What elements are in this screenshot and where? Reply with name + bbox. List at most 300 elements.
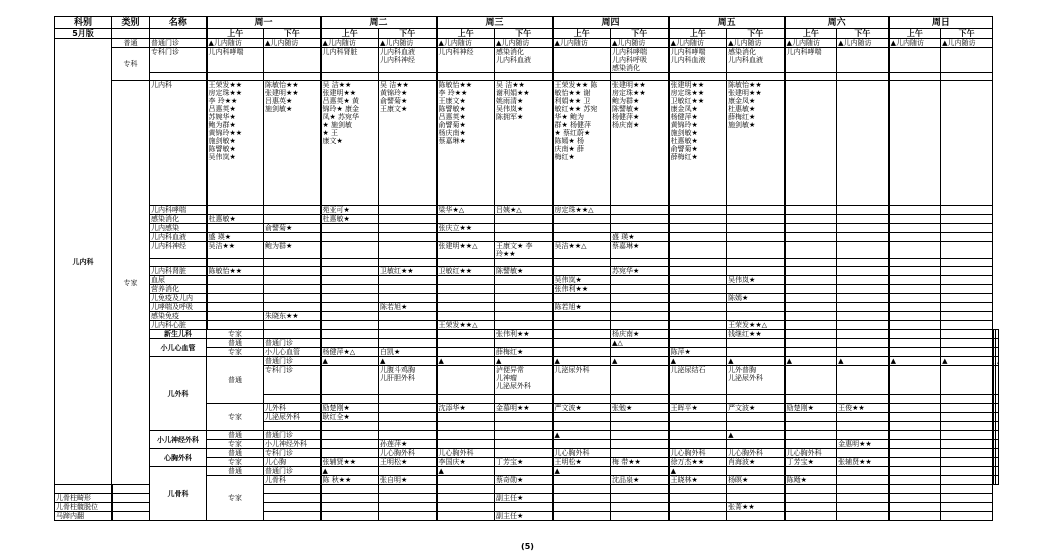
schedule-cell: [727, 267, 785, 276]
type-header: 类别: [112, 17, 150, 29]
clinic-name-cell: 普通门诊: [264, 357, 321, 366]
schedule-cell: 杨暝★: [727, 476, 785, 485]
schedule-cell: [321, 431, 379, 440]
schedule-cell: [495, 467, 553, 476]
schedule-cell: 盛 瑛★: [207, 233, 264, 242]
schedule-cell: [553, 339, 611, 348]
am-header: 上午: [437, 29, 495, 39]
schedule-cell: [889, 494, 941, 503]
schedule-cell: 杜惠敏★: [207, 215, 264, 224]
schedule-cell: [941, 395, 993, 404]
schedule-cell: [889, 440, 941, 449]
department-cell: 小儿神经外科: [150, 431, 207, 449]
clinic-name-cell: 儿免疫及儿内: [150, 294, 207, 303]
schedule-cell: 儿心胸外科: [437, 449, 495, 458]
schedule-cell: [495, 294, 553, 303]
schedule-cell: 杜惠敏★: [321, 215, 379, 224]
schedule-cell: [437, 413, 495, 422]
schedule-cell: [837, 215, 889, 224]
schedule-cell: [941, 494, 993, 503]
clinic-name-cell: 专科门诊: [150, 48, 207, 73]
schedule-cell: [321, 440, 379, 449]
schedule-cell: 王晖平★: [669, 404, 727, 413]
schedule-cell: 陈飏★: [785, 476, 837, 485]
schedule-cell: 苏宛华★: [611, 267, 669, 276]
schedule-sheet: [54, 16, 999, 521]
schedule-cell: [837, 431, 889, 440]
clinic-name-cell: 营养消化: [150, 285, 207, 294]
schedule-cell: 儿心胸外科: [727, 449, 785, 458]
schedule-cell: [889, 366, 941, 395]
schedule-cell: [553, 413, 611, 422]
schedule-cell: [996, 330, 999, 339]
schedule-cell: [669, 413, 727, 422]
schedule-cell: [611, 285, 669, 294]
schedule-cell: [889, 285, 941, 294]
schedule-cell: [889, 267, 941, 276]
schedule-cell: [264, 267, 321, 276]
schedule-cell: 陈敏怡★★: [207, 267, 264, 276]
schedule-cell: [785, 494, 837, 503]
schedule-cell: 儿外普胸 儿泌尿外科: [727, 366, 785, 395]
schedule-cell: [321, 422, 379, 431]
clinic-name-cell: 普通门诊: [150, 39, 207, 48]
schedule-cell: [553, 312, 611, 321]
schedule-cell: [264, 48, 321, 73]
day-header-thu: 周四: [553, 17, 669, 29]
schedule-cell: [495, 422, 553, 431]
month-label: 5月版: [55, 29, 112, 39]
schedule-cell: [553, 485, 611, 494]
schedule-cell: 吴 洁★★ 张建明★★ 吕惠英★ 黄 锦玲★ 康金 凤★ 苏宛华 ★ 施剑敏 ★ 王 康文★: [321, 81, 379, 206]
schedule-cell: [785, 503, 837, 512]
schedule-cell: ▲: [553, 467, 611, 476]
clinic-name-cell: 儿内科血液: [150, 233, 207, 242]
schedule-cell: 蔡奇勋★: [495, 476, 553, 485]
schedule-cell: 张建明★★△: [437, 242, 495, 259]
schedule-cell: [785, 485, 837, 494]
schedule-cell: [553, 494, 611, 503]
schedule-cell: [379, 294, 437, 303]
schedule-cell: 张自明★: [379, 476, 437, 485]
schedule-cell: [941, 224, 993, 233]
schedule-cell: [669, 267, 727, 276]
schedule-cell: [495, 259, 553, 267]
department-cell: 儿内科: [55, 39, 112, 485]
schedule-cell: 薛梅红★: [495, 348, 553, 357]
schedule-cell: [379, 413, 437, 422]
schedule-row: [55, 330, 999, 339]
schedule-cell: [996, 440, 999, 449]
schedule-cell: [264, 259, 321, 267]
schedule-cell: [321, 485, 379, 494]
schedule-row: [55, 321, 999, 330]
clinic-name-cell: 专科门诊: [264, 449, 321, 458]
schedule-cell: [889, 73, 941, 81]
schedule-cell: [837, 242, 889, 259]
schedule-cell: ▲: [611, 357, 669, 366]
schedule-cell: 儿内科哮喘 儿内科呼吸 感染消化: [611, 48, 669, 73]
clinic-name-cell: 感染免疫: [150, 312, 207, 321]
category-cell: 专家: [207, 458, 264, 467]
schedule-cell: [379, 485, 437, 494]
schedule-cell: [785, 294, 837, 303]
schedule-cell: 肖海波★: [727, 458, 785, 467]
schedule-cell: [207, 312, 264, 321]
schedule-cell: 感染消化 儿内科血液: [495, 48, 553, 73]
schedule-cell: 梅 带★★: [611, 458, 669, 467]
schedule-cell: [785, 339, 837, 348]
schedule-cell: [611, 224, 669, 233]
schedule-cell: [941, 503, 993, 512]
schedule-cell: ▲儿内随访: [553, 39, 611, 48]
schedule-cell: [941, 81, 993, 206]
schedule-cell: [379, 242, 437, 259]
schedule-cell: 王荣发★★△: [727, 321, 785, 330]
schedule-cell: [112, 485, 150, 494]
schedule-row: [55, 339, 999, 348]
schedule-cell: 张建明★★ 房定珠★★ 卫敏红★★ 康金凤★ 杨健萍★ 黄锦玲★ 施剑敏★ 杜惠敏★ 俞譬菊★ 薛梅红★: [669, 81, 727, 206]
clinic-name-cell: 小儿心血管: [264, 348, 321, 357]
schedule-cell: [553, 422, 611, 431]
day-header-fri: 周五: [669, 17, 785, 29]
schedule-cell: [611, 422, 669, 431]
schedule-cell: [837, 276, 889, 285]
schedule-cell: 张菁★★: [727, 503, 785, 512]
header-blank: [150, 29, 207, 39]
schedule-cell: [553, 294, 611, 303]
schedule-cell: [611, 431, 669, 440]
schedule-cell: [611, 503, 669, 512]
schedule-cell: [837, 494, 889, 503]
schedule-cell: [379, 312, 437, 321]
schedule-cell: [941, 285, 993, 294]
clinic-name-cell: [150, 73, 207, 81]
am-header: 上午: [321, 29, 379, 39]
category-cell: 专科: [112, 48, 150, 81]
schedule-cell: [785, 276, 837, 285]
schedule-cell: 钱继红★★: [727, 330, 785, 339]
schedule-cell: [321, 330, 379, 339]
category-cell: 普通: [207, 449, 264, 458]
clinic-name-cell: 血尿: [150, 276, 207, 285]
schedule-cell: [611, 485, 669, 494]
schedule-cell: [207, 303, 264, 312]
schedule-cell: [207, 73, 264, 81]
schedule-cell: [837, 48, 889, 73]
am-header: 上午: [785, 29, 837, 39]
schedule-cell: [207, 206, 264, 215]
schedule-cell: [941, 348, 993, 357]
schedule-cell: ▲: [379, 357, 437, 366]
day-header-sat: 周六: [785, 17, 889, 29]
schedule-cell: [837, 73, 889, 81]
schedule-cell: [889, 512, 941, 521]
schedule-cell: [837, 476, 889, 485]
schedule-cell: 李国庆★: [437, 458, 495, 467]
schedule-cell: 卫敏红★★: [437, 267, 495, 276]
schedule-cell: [837, 285, 889, 294]
schedule-cell: [264, 215, 321, 224]
schedule-cell: [996, 339, 999, 348]
schedule-cell: [379, 224, 437, 233]
schedule-cell: [553, 512, 611, 521]
schedule-cell: [837, 485, 889, 494]
schedule-cell: [996, 476, 999, 485]
department-cell: 小儿心血管: [150, 339, 207, 357]
schedule-cell: [941, 449, 993, 458]
am-header: 上午: [553, 29, 611, 39]
schedule-cell: 副主任★: [495, 512, 553, 521]
schedule-cell: [321, 242, 379, 259]
schedule-cell: 梁华★△: [437, 206, 495, 215]
schedule-row: [55, 259, 999, 267]
schedule-cell: [785, 73, 837, 81]
schedule-cell: [611, 449, 669, 458]
schedule-cell: 王俊★★: [837, 404, 889, 413]
schedule-cell: 吴伟岚★: [553, 276, 611, 285]
schedule-cell: [669, 339, 727, 348]
department-cell: 新生儿科: [150, 330, 207, 339]
schedule-cell: [669, 512, 727, 521]
schedule-cell: [785, 440, 837, 449]
category-cell: 普通: [112, 39, 150, 48]
schedule-cell: 王康文★ 李 玲★★: [495, 242, 553, 259]
schedule-cell: [889, 276, 941, 285]
am-header: 上午: [889, 29, 941, 39]
schedule-cell: [889, 81, 941, 206]
schedule-cell: [264, 503, 321, 512]
schedule-row: [55, 267, 999, 276]
schedule-cell: [379, 431, 437, 440]
schedule-cell: [379, 422, 437, 431]
schedule-cell: [785, 224, 837, 233]
schedule-cell: ▲: [321, 357, 379, 366]
schedule-cell: [669, 422, 727, 431]
schedule-row: [55, 73, 999, 81]
schedule-cell: [669, 206, 727, 215]
schedule-cell: [996, 431, 999, 440]
schedule-row: [55, 357, 999, 366]
schedule-cell: [889, 413, 941, 422]
schedule-cell: [669, 73, 727, 81]
schedule-row: [55, 285, 999, 294]
schedule-cell: [941, 431, 993, 440]
clinic-name-cell: [264, 395, 321, 404]
schedule-cell: [996, 449, 999, 458]
schedule-cell: [727, 413, 785, 422]
schedule-cell: 房定珠★★△: [553, 206, 611, 215]
schedule-cell: [321, 503, 379, 512]
schedule-cell: [837, 339, 889, 348]
schedule-cell: [669, 321, 727, 330]
schedule-cell: [553, 321, 611, 330]
schedule-cell: [553, 503, 611, 512]
schedule-cell: [837, 321, 889, 330]
schedule-cell: [889, 48, 941, 73]
schedule-cell: [207, 259, 264, 267]
schedule-cell: [553, 215, 611, 224]
schedule-cell: ▲: [553, 431, 611, 440]
schedule-cell: [437, 485, 495, 494]
schedule-cell: 俞譬菊★: [264, 224, 321, 233]
pm-header: 下午: [379, 29, 437, 39]
clinic-name-cell: 儿哮喘及呼吸: [150, 303, 207, 312]
schedule-cell: [553, 233, 611, 242]
schedule-cell: [437, 312, 495, 321]
schedule-cell: [727, 395, 785, 404]
schedule-cell: 盛 瑛★: [611, 233, 669, 242]
pm-header: 下午: [837, 29, 889, 39]
schedule-cell: ▲△: [611, 339, 669, 348]
schedule-cell: [727, 285, 785, 294]
clinic-name-cell: 儿外科: [264, 404, 321, 413]
category-cell: 专家: [207, 440, 264, 449]
schedule-cell: [727, 73, 785, 81]
schedule-cell: [321, 73, 379, 81]
schedule-cell: 沈品泉★: [611, 476, 669, 485]
schedule-cell: [785, 242, 837, 259]
schedule-cell: [889, 321, 941, 330]
schedule-cell: 王明松★: [379, 458, 437, 467]
schedule-cell: [785, 267, 837, 276]
schedule-cell: 儿内科哮喘: [207, 48, 264, 73]
schedule-cell: [889, 449, 941, 458]
schedule-cell: [785, 422, 837, 431]
schedule-cell: 陈 秋★★: [321, 476, 379, 485]
schedule-cell: 蔡嘉琳★: [611, 242, 669, 259]
schedule-cell: [437, 215, 495, 224]
schedule-cell: ▲儿内随访: [264, 39, 321, 48]
schedule-cell: [941, 312, 993, 321]
day-header-tue: 周二: [321, 17, 437, 29]
schedule-cell: ▲儿内随访: [727, 39, 785, 48]
schedule-cell: [553, 48, 611, 73]
schedule-cell: 儿内科神经: [437, 48, 495, 73]
schedule-cell: [553, 73, 611, 81]
schedule-cell: [207, 276, 264, 285]
schedule-cell: [669, 312, 727, 321]
clinic-name-cell: [264, 422, 321, 431]
schedule-cell: [611, 413, 669, 422]
schedule-cell: [785, 348, 837, 357]
department-cell: 儿骨科: [150, 467, 207, 521]
schedule-cell: [941, 276, 993, 285]
clinic-name-cell: 儿心胸: [264, 458, 321, 467]
schedule-cell: [495, 395, 553, 404]
schedule-cell: [727, 467, 785, 476]
schedule-cell: ▲: [889, 357, 941, 366]
schedule-cell: [669, 224, 727, 233]
schedule-cell: [495, 413, 553, 422]
schedule-cell: 感染消化 儿内科血液: [727, 48, 785, 73]
schedule-cell: [837, 348, 889, 357]
schedule-row: [55, 215, 999, 224]
schedule-cell: [264, 321, 321, 330]
schedule-row: [55, 431, 999, 440]
clinic-name-cell: 普通门诊: [264, 467, 321, 476]
schedule-cell: 陈譬敏★: [495, 267, 553, 276]
schedule-cell: [321, 303, 379, 312]
schedule-cell: [837, 206, 889, 215]
schedule-cell: [941, 73, 993, 81]
schedule-cell: [553, 348, 611, 357]
schedule-cell: [437, 395, 495, 404]
schedule-cell: [785, 366, 837, 395]
schedule-cell: [785, 81, 837, 206]
schedule-cell: [669, 494, 727, 503]
schedule-cell: [379, 404, 437, 413]
schedule-cell: ▲: [785, 357, 837, 366]
schedule-cell: 吴 洁★★ 黄锦玲★ 俞譬菊★ 王康文★: [379, 81, 437, 206]
schedule-cell: [837, 366, 889, 395]
schedule-cell: [264, 485, 321, 494]
schedule-cell: 儿心胸外科: [379, 449, 437, 458]
schedule-cell: [437, 348, 495, 357]
am-header: 上午: [207, 29, 264, 39]
schedule-cell: [669, 215, 727, 224]
schedule-cell: [379, 330, 437, 339]
schedule-cell: 苑亚可★: [321, 206, 379, 215]
schedule-cell: 徐万杰★★: [669, 458, 727, 467]
schedule-cell: [785, 321, 837, 330]
clinic-name-cell: 儿内科肾脏: [150, 267, 207, 276]
schedule-cell: [264, 494, 321, 503]
schedule-cell: ▲: [941, 357, 993, 366]
schedule-cell: ▲儿内随访: [669, 39, 727, 48]
schedule-cell: [611, 348, 669, 357]
schedule-cell: 儿心胸外科: [785, 449, 837, 458]
schedule-cell: ▲儿内随访: [207, 39, 264, 48]
pm-header: 下午: [264, 29, 321, 39]
schedule-cell: [669, 440, 727, 449]
schedule-cell: 儿内科肾脏: [321, 48, 379, 73]
schedule-cell: 卫敏红★★: [379, 267, 437, 276]
schedule-cell: [611, 215, 669, 224]
schedule-cell: [837, 503, 889, 512]
schedule-cell: [727, 422, 785, 431]
schedule-cell: [941, 467, 993, 476]
schedule-cell: 陈萍★: [669, 348, 727, 357]
schedule-cell: [495, 215, 553, 224]
schedule-cell: [379, 285, 437, 294]
schedule-cell: 励楚刚★: [785, 404, 837, 413]
schedule-row: [55, 294, 999, 303]
schedule-cell: [889, 458, 941, 467]
schedule-cell: [495, 73, 553, 81]
schedule-cell: 儿内科哮喘 儿内科血液: [669, 48, 727, 73]
schedule-cell: [264, 294, 321, 303]
schedule-cell: [264, 233, 321, 242]
category-cell: 普通: [207, 431, 264, 440]
schedule-cell: 严文波★: [553, 404, 611, 413]
schedule-row: [55, 276, 999, 285]
schedule-cell: 陈敏怡★★ 张建明★★ 康金凤★ 杜惠敏★ 薛梅红★ 施剑敏★: [727, 81, 785, 206]
schedule-cell: [321, 339, 379, 348]
schedule-cell: 王荣发★★ 陈 敏怡★★ 谢 利娟★★ 卫 敏红★★ 苏宛 华★ 鲍为 群★ 杨健萍 ★ 蔡红蔚★ 陈嫣★ 杨 庆南★ 薛 梅红★: [553, 81, 611, 206]
schedule-row: [55, 206, 999, 215]
schedule-cell: [941, 215, 993, 224]
schedule-cell: [669, 303, 727, 312]
schedule-cell: [437, 339, 495, 348]
clinic-name-cell: 儿内感染: [150, 224, 207, 233]
schedule-cell: [207, 224, 264, 233]
schedule-cell: 白凯★: [379, 348, 437, 357]
clinic-name-cell: [150, 259, 207, 267]
clinic-name-cell: 儿内科神经: [150, 242, 207, 259]
schedule-cell: [379, 215, 437, 224]
schedule-cell: [727, 440, 785, 449]
